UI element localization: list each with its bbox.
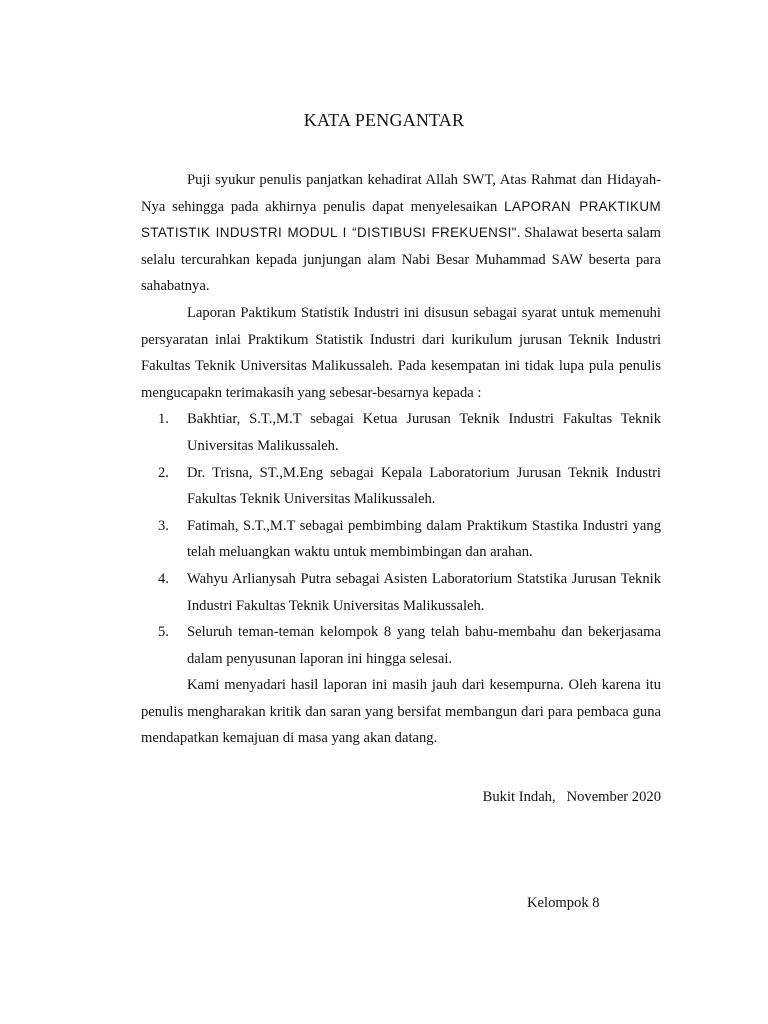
list-item-text: Dr. Trisna, ST.,M.Eng sebagai Kepala Laboratorium Jurusan Teknik Industri Fakultas Teknik Universitas Malikussaleh. bbox=[187, 464, 661, 508]
list-item-number: 5. bbox=[158, 624, 169, 641]
list-item bbox=[141, 513, 661, 566]
list-item-text: Fatimah, S.T.,M.T sebagai pembimbing dalam Praktikum Stastika Industri yang telah meluangkan waktu untuk membimbingan dan arahan. bbox=[187, 517, 661, 561]
list-item bbox=[141, 566, 661, 619]
paragraph-opening bbox=[141, 167, 661, 300]
place-and-date: Bukit Indah, November 2020 bbox=[482, 789, 661, 805]
list-item bbox=[141, 460, 661, 513]
report-title-emphasis: LAPORAN PRAKTIKUM STATISTIK INDUSTRI MODUL I “DISTIBUSI FREKUENSI" bbox=[141, 198, 662, 241]
paragraph-opening-closing-text: . Shalawat beserta salam selalu tercurahkan kepada junjungan alam Nabi Besar Muhammad SAW beserta para sahabatnya. bbox=[141, 225, 662, 295]
document-body bbox=[141, 167, 661, 752]
list-item bbox=[141, 406, 661, 459]
list-item-number: 4. bbox=[158, 570, 169, 587]
acknowledgement-list bbox=[141, 406, 661, 672]
list-item-number: 3. bbox=[158, 517, 169, 534]
list-item-text: Seluruh teman-teman kelompok 8 yang telah bahu-membahu dan bekerjasama dalam penyusunan laporan ini hingga selesai. bbox=[187, 624, 661, 667]
paragraph-opening-text: Puji syukur penulis panjatkan kehadirat Allah SWT, Atas Rahmat dan Hidayah-Nya sehingga pada akhirnya penulis dapat menyelesaikan bbox=[141, 172, 661, 215]
list-item bbox=[141, 619, 661, 672]
list-item-text: Bakhtiar, S.T.,M.T sebagai Ketua Jurusan Teknik Industri Fakultas Teknik Universitas Malikussaleh. bbox=[187, 411, 661, 454]
page-title: KATA PENGANTAR bbox=[303, 110, 465, 130]
signature-name: Kelompok 8 bbox=[527, 895, 600, 911]
list-item-text: Wahyu Arlianysah Putra sebagai Asisten Laboratorium Statstika Jurusan Teknik Industri Fakultas Teknik Universitas Malikussaleh. bbox=[187, 570, 661, 614]
paragraph-closing: Kami menyadari hasil laporan ini masih jauh dari kesempurna. Oleh karena itu penulis mengharakan kritik dan saran yang bersifat membangun dari para pembaca guna mendapatkan kemajuan di masa yang akan datang. bbox=[141, 677, 661, 747]
list-item-number: 1. bbox=[158, 411, 169, 428]
paragraph-purpose: Laporan Paktikum Statistik Industri ini disusun sebagai syarat untuk memenuhi persyaratan inlai Praktikum Statistik Industri dari kurikulum jurusan Teknik Industri Fakultas Teknik Universitas Malikussaleh. Pada kesempatan ini tidak lupa pula penulis mengucapakn terimakasih yang sebesar-besarnya kepada : bbox=[141, 304, 661, 401]
list-item-number: 2. bbox=[158, 464, 169, 481]
